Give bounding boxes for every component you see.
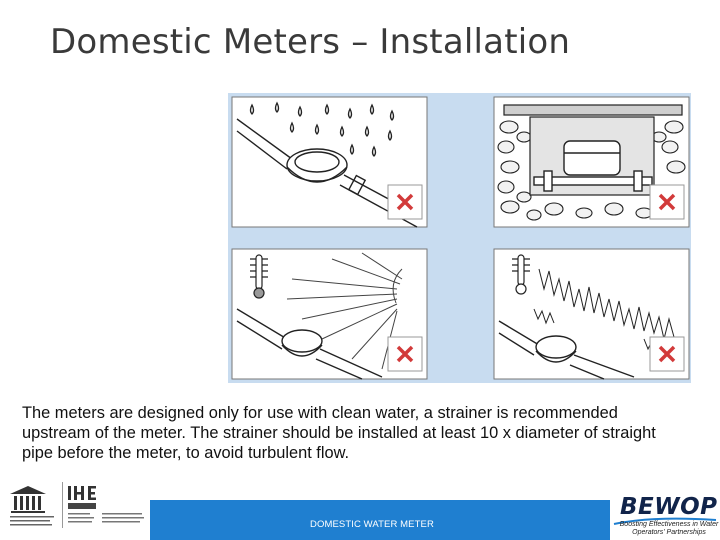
panel-sun-heat (232, 249, 427, 379)
unesco-temple-icon (10, 486, 54, 526)
cross-icon (650, 185, 684, 219)
panel-gravel-chamber (494, 97, 689, 227)
bewop-logo-name: BEWOP (620, 494, 718, 520)
slide-caption: The meters are designed only for use with clean water, a strainer is recommended upstream of the meter. The strainer should be installed at least 10 x diameter of straight pipe before the meter, to avoid turbulent flow. (22, 404, 656, 462)
meter-installation-illustration (228, 93, 691, 383)
ihe-delft-mark (68, 486, 144, 523)
footer-text: DOMESTIC WATER METER (310, 519, 434, 530)
bewop-logo-tagline: Boosting Effectiveness in Water Operators' Partnerships (619, 521, 719, 536)
cross-icon (650, 337, 684, 371)
unesco-ihe-delft-logo (6, 482, 148, 528)
cross-icon (388, 337, 422, 371)
slide-title: Domestic Meters – Installation (50, 22, 571, 62)
panel-frost (494, 249, 689, 379)
panel-rain (232, 97, 427, 227)
chamber-cover (504, 105, 682, 115)
cross-icon (388, 185, 422, 219)
